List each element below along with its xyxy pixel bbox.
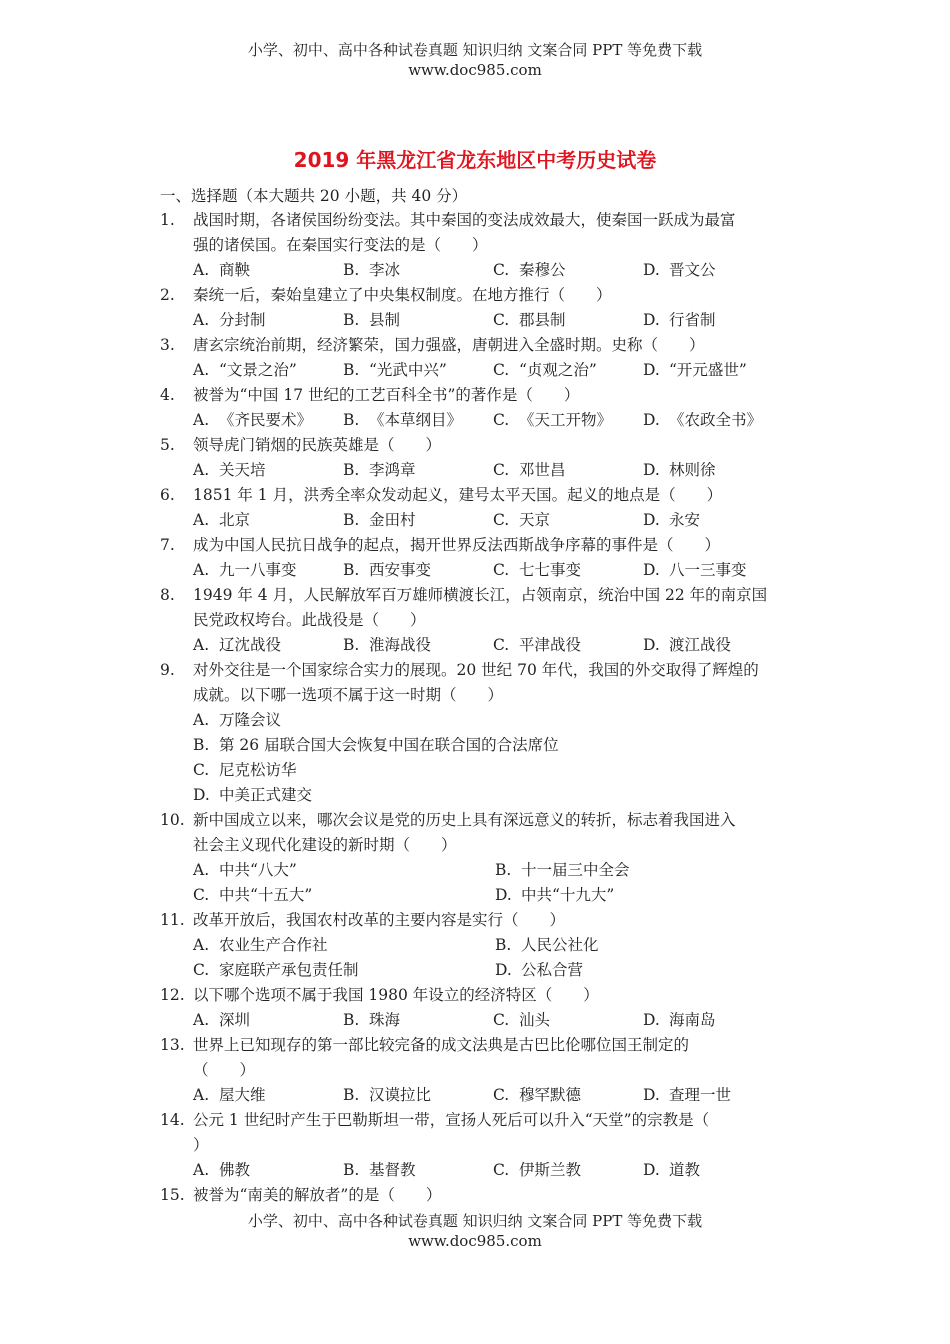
option-row	[160, 308, 800, 333]
option-text: “开元盛世”	[669, 361, 747, 379]
question-text: 唐玄宗统治前期，经济繁荣，国力强盛，唐朝进入全盛时期。史称（ ）	[193, 336, 705, 354]
option-text: 尼克松访华	[219, 761, 297, 779]
question-text: 新中国成立以来，哪次会议是党的历史上具有深远意义的转折，标志着我国进入	[193, 811, 736, 829]
option-letter: B.	[343, 411, 360, 429]
option-letter: A.	[193, 936, 210, 954]
question-stem-line	[160, 808, 800, 833]
question-item	[160, 1033, 800, 1108]
answer-option-b[interactable]	[343, 558, 431, 583]
option-letter: D.	[643, 261, 660, 279]
option-letter: C.	[493, 461, 510, 479]
option-letter: D.	[643, 361, 660, 379]
option-letter: B.	[495, 936, 512, 954]
option-letter: C.	[493, 1161, 510, 1179]
option-text: “文景之治”	[219, 361, 297, 379]
option-text: 县制	[369, 311, 401, 329]
option-row	[160, 733, 800, 758]
question-text: 以下哪个选项不属于我国 1980 年设立的经济特区（ ）	[193, 986, 599, 1004]
option-text: 淮海战役	[369, 636, 432, 654]
question-stem-line	[160, 1058, 800, 1083]
option-letter: A.	[193, 461, 210, 479]
answer-option-c[interactable]	[193, 883, 312, 908]
option-text: 永安	[669, 511, 701, 529]
answer-option-d[interactable]	[643, 1158, 700, 1183]
question-stem-line	[160, 683, 800, 708]
option-letter: C.	[493, 1086, 510, 1104]
question-number: 11.	[160, 911, 185, 929]
option-text: 辽沈战役	[219, 636, 282, 654]
option-letter: C.	[493, 636, 510, 654]
option-letter: A.	[193, 361, 210, 379]
option-letter: A.	[193, 311, 210, 329]
question-text: 成为中国人民抗日战争的起点，揭开世界反法西斯战争序幕的事件是（ ）	[193, 536, 721, 554]
option-row	[160, 958, 800, 983]
question-text: 改革开放后，我国农村改革的主要内容是实行（ ）	[193, 911, 566, 929]
option-text: 海南岛	[669, 1011, 716, 1029]
answer-option-b[interactable]	[495, 933, 599, 958]
answer-option-a[interactable]	[193, 458, 266, 483]
question-item	[160, 533, 800, 583]
footer-slogan: 小学、初中、高中各种试卷真题 知识归纳 文案合同 PPT 等免费下载	[247, 1212, 703, 1230]
answer-option-c[interactable]	[493, 458, 566, 483]
option-letter: D.	[643, 1086, 660, 1104]
question-text: 对外交往是一个国家综合实力的展现。20 世纪 70 年代，我国的外交取得了辉煌的	[193, 661, 759, 679]
question-item	[160, 583, 800, 658]
option-text: 渡江战役	[669, 636, 732, 654]
question-item	[160, 1108, 800, 1183]
option-letter: D.	[643, 511, 660, 529]
answer-option-a[interactable]	[193, 508, 250, 533]
question-stem-line	[160, 1108, 800, 1133]
option-row	[160, 358, 800, 383]
question-number: 14.	[160, 1111, 185, 1129]
option-text: 西安事变	[369, 561, 432, 579]
answer-option-c[interactable]	[493, 358, 597, 383]
option-letter: D.	[643, 411, 660, 429]
question-text: 1949 年 4 月，人民解放军百万雄师横渡长江，占领南京，统治中国 22 年的南京国	[193, 586, 768, 604]
option-letter: B.	[343, 511, 360, 529]
option-text: 金田村	[369, 511, 416, 529]
question-stem-line	[160, 608, 800, 633]
option-letter: B.	[343, 1011, 360, 1029]
question-stem-line	[160, 208, 800, 233]
section-heading: 一、选择题（本大题共 20 小题，共 40 分）	[160, 187, 468, 205]
question-text: 战国时期，各诸侯国纷纷变法。其中秦国的变法成效最大，使秦国一跃成为最富	[193, 211, 736, 229]
option-text: 伊斯兰教	[519, 1161, 582, 1179]
option-text: 万隆会议	[219, 711, 282, 729]
answer-option-a[interactable]	[193, 408, 312, 433]
answer-option-c[interactable]	[493, 633, 581, 658]
option-text: 道教	[669, 1161, 701, 1179]
option-letter: A.	[193, 261, 210, 279]
answer-option-c[interactable]	[493, 1008, 550, 1033]
question-stem-line	[160, 908, 800, 933]
question-number: 2.	[160, 286, 175, 304]
option-text: 商鞅	[219, 261, 251, 279]
question-stem-line	[160, 383, 800, 408]
question-item	[160, 808, 800, 908]
question-text: 世界上已知现存的第一部比较完备的成文法典是古巴比伦哪位国王制定的	[193, 1036, 690, 1054]
option-text: 李鸿章	[369, 461, 416, 479]
question-number: 1.	[160, 211, 175, 229]
option-text: 九一八事变	[219, 561, 297, 579]
answer-option-a[interactable]	[193, 633, 281, 658]
option-row	[160, 258, 800, 283]
option-text: 平津战役	[519, 636, 582, 654]
question-text: 秦统一后，秦始皇建立了中央集权制度。在地方推行（ ）	[193, 286, 612, 304]
answer-option-b[interactable]	[343, 1158, 416, 1183]
option-text: 人民公社化	[521, 936, 599, 954]
option-letter: A.	[193, 1086, 210, 1104]
question-number: 6.	[160, 486, 175, 504]
option-text: 查理一世	[669, 1086, 732, 1104]
option-text: 郡县制	[519, 311, 566, 329]
answer-option-b[interactable]	[495, 858, 630, 883]
question-stem-line	[160, 983, 800, 1008]
option-text: 公私合营	[521, 961, 584, 979]
question-number: 10.	[160, 811, 185, 829]
option-text: 天京	[519, 511, 551, 529]
option-row	[160, 558, 800, 583]
answer-option-c[interactable]	[193, 958, 359, 983]
footer-url[interactable]: www.doc985.com	[408, 1232, 542, 1250]
question-item	[160, 208, 800, 283]
option-row	[160, 1008, 800, 1033]
option-text: “贞观之治”	[519, 361, 597, 379]
option-letter: B.	[343, 1086, 360, 1104]
option-letter: A.	[193, 411, 210, 429]
answer-option-a[interactable]	[193, 358, 297, 383]
option-letter: B.	[343, 461, 360, 479]
option-letter: D.	[193, 786, 210, 804]
question-number: 5.	[160, 436, 175, 454]
question-stem-line	[160, 1133, 800, 1158]
option-letter: A.	[193, 711, 210, 729]
option-letter: B.	[193, 736, 210, 754]
option-letter: D.	[643, 1011, 660, 1029]
option-row	[160, 758, 800, 783]
header-url[interactable]: www.doc985.com	[408, 61, 542, 79]
answer-option-a[interactable]	[193, 858, 297, 883]
answer-option-d[interactable]	[643, 458, 716, 483]
question-stem-line	[160, 233, 800, 258]
answer-option-d[interactable]	[643, 633, 731, 658]
question-text: 被誉为“中国 17 世纪的工艺百科全书”的著作是（ ）	[193, 386, 580, 404]
option-letter: C.	[493, 311, 510, 329]
answer-option-b[interactable]	[343, 358, 447, 383]
answer-option-b[interactable]	[193, 733, 559, 758]
answer-option-c[interactable]	[493, 1158, 581, 1183]
option-letter: D.	[643, 1161, 660, 1179]
option-text: 八一三事变	[669, 561, 747, 579]
option-row	[160, 1158, 800, 1183]
answer-option-b[interactable]	[343, 308, 400, 333]
question-stem-line	[160, 658, 800, 683]
option-row	[160, 508, 800, 533]
answer-option-a[interactable]	[193, 558, 297, 583]
option-text: 李冰	[369, 261, 401, 279]
option-text: 林则徐	[669, 461, 716, 479]
question-stem-line	[160, 283, 800, 308]
question-number: 9.	[160, 661, 175, 679]
option-text: 中共“八大”	[219, 861, 297, 879]
option-letter: C.	[193, 886, 210, 904]
option-text: 第 26 届联合国大会恢复中国在联合国的合法席位	[219, 736, 559, 754]
option-letter: B.	[495, 861, 512, 879]
answer-option-a[interactable]	[193, 308, 266, 333]
question-item	[160, 908, 800, 983]
option-letter: D.	[495, 961, 512, 979]
question-item	[160, 383, 800, 433]
answer-option-a[interactable]	[193, 1083, 266, 1108]
question-item	[160, 983, 800, 1033]
option-row	[160, 933, 800, 958]
page-header	[0, 40, 950, 80]
option-letter: B.	[343, 311, 360, 329]
option-text: 《天工开物》	[519, 411, 613, 429]
option-letter: A.	[193, 561, 210, 579]
answer-option-c[interactable]	[493, 508, 550, 533]
page-title: 2019 年黑龙江省龙东地区中考历史试卷	[293, 148, 657, 172]
option-letter: C.	[493, 361, 510, 379]
question-item	[160, 1183, 800, 1208]
option-letter: D.	[643, 461, 660, 479]
option-letter: C.	[493, 511, 510, 529]
option-text: 深圳	[219, 1011, 251, 1029]
option-letter: A.	[193, 636, 210, 654]
answer-option-a[interactable]	[193, 1158, 250, 1183]
answer-option-d[interactable]	[643, 558, 747, 583]
option-letter: A.	[193, 861, 210, 879]
header-slogan: 小学、初中、高中各种试卷真题 知识归纳 文案合同 PPT 等免费下载	[247, 41, 703, 59]
answer-option-b[interactable]	[343, 458, 416, 483]
option-letter: B.	[343, 561, 360, 579]
question-stem-line	[160, 333, 800, 358]
option-letter: B.	[343, 361, 360, 379]
answer-option-d[interactable]	[643, 1008, 716, 1033]
question-list	[160, 208, 800, 1208]
option-text: 关天培	[219, 461, 266, 479]
question-text: 公元 1 世纪时产生于巴勒斯坦一带，宣扬人死后可以升入“天堂”的宗教是（	[193, 1111, 710, 1129]
answer-option-b[interactable]	[343, 1083, 431, 1108]
question-text: 成就。以下哪一选项不属于这一时期（ ）	[193, 686, 504, 704]
question-number: 3.	[160, 336, 175, 354]
option-letter: D.	[643, 636, 660, 654]
page-footer	[0, 1211, 950, 1251]
option-row	[160, 883, 800, 908]
option-letter: A.	[193, 1161, 210, 1179]
answer-option-d[interactable]	[495, 883, 614, 908]
option-letter: C.	[493, 1011, 510, 1029]
question-number: 7.	[160, 536, 175, 554]
question-item	[160, 333, 800, 383]
option-text: 佛教	[219, 1161, 251, 1179]
answer-option-d[interactable]	[643, 258, 716, 283]
answer-option-d[interactable]	[643, 508, 700, 533]
question-number: 12.	[160, 986, 185, 1004]
option-letter: A.	[193, 1011, 210, 1029]
question-number: 15.	[160, 1186, 185, 1204]
option-text: 北京	[219, 511, 251, 529]
question-text: ）	[193, 1136, 209, 1154]
answer-option-c[interactable]	[493, 308, 566, 333]
answer-option-c[interactable]	[493, 408, 612, 433]
question-stem-line	[160, 533, 800, 558]
option-text: 基督教	[369, 1161, 416, 1179]
question-number: 8.	[160, 586, 175, 604]
question-item	[160, 658, 800, 808]
answer-option-d[interactable]	[643, 308, 716, 333]
option-row	[160, 858, 800, 883]
option-text: 分封制	[219, 311, 266, 329]
option-text: 中美正式建交	[219, 786, 313, 804]
answer-option-b[interactable]	[343, 258, 400, 283]
answer-option-a[interactable]	[193, 1008, 250, 1033]
option-text: 晋文公	[669, 261, 716, 279]
option-text: “光武中兴”	[369, 361, 447, 379]
question-number: 13.	[160, 1036, 185, 1054]
answer-option-d[interactable]	[643, 358, 747, 383]
option-row	[160, 1083, 800, 1108]
answer-option-a[interactable]	[193, 258, 250, 283]
answer-option-d[interactable]	[193, 783, 312, 808]
option-row	[160, 408, 800, 433]
question-item	[160, 283, 800, 333]
option-letter: A.	[193, 511, 210, 529]
option-text: 《本草纲目》	[369, 411, 463, 429]
answer-option-c[interactable]	[493, 558, 581, 583]
option-text: 《齐民要术》	[219, 411, 313, 429]
option-text: 屋大维	[219, 1086, 266, 1104]
answer-option-b[interactable]	[343, 508, 416, 533]
option-letter: B.	[343, 1161, 360, 1179]
question-item	[160, 433, 800, 483]
option-text: 秦穆公	[519, 261, 566, 279]
question-text: 民党政权垮台。此战役是（ ）	[193, 611, 426, 629]
question-text: 强的诸侯国。在秦国实行变法的是（ ）	[193, 236, 488, 254]
option-row	[160, 708, 800, 733]
question-number: 4.	[160, 386, 175, 404]
option-letter: D.	[643, 311, 660, 329]
option-row	[160, 633, 800, 658]
question-stem-line	[160, 483, 800, 508]
question-stem-line	[160, 1183, 800, 1208]
option-row	[160, 458, 800, 483]
option-letter: D.	[643, 561, 660, 579]
question-text: 1851 年 1 月，洪秀全率众发动起义，建号太平天国。起义的地点是（ ）	[193, 486, 723, 504]
option-text: 中共“十五大”	[219, 886, 313, 904]
option-letter: C.	[193, 761, 210, 779]
option-text: 七七事变	[519, 561, 582, 579]
answer-option-b[interactable]	[343, 408, 462, 433]
option-letter: C.	[193, 961, 210, 979]
option-text: 《农政全书》	[669, 411, 763, 429]
option-letter: B.	[343, 261, 360, 279]
option-letter: D.	[495, 886, 512, 904]
option-text: 农业生产合作社	[219, 936, 328, 954]
answer-option-d[interactable]	[495, 958, 583, 983]
answer-option-d[interactable]	[643, 1083, 731, 1108]
question-text: 领导虎门销烟的民族英雄是（ ）	[193, 436, 442, 454]
question-stem-line	[160, 833, 800, 858]
option-letter: C.	[493, 261, 510, 279]
question-text: （ ）	[193, 1061, 256, 1079]
answer-option-c[interactable]	[193, 758, 297, 783]
option-row	[160, 783, 800, 808]
question-stem-line	[160, 583, 800, 608]
question-text: 被誉为“南美的解放者”的是（ ）	[193, 1186, 442, 1204]
answer-option-c[interactable]	[493, 258, 566, 283]
answer-option-a[interactable]	[193, 708, 281, 733]
answer-option-c[interactable]	[493, 1083, 581, 1108]
option-text: 汕头	[519, 1011, 551, 1029]
answer-option-a[interactable]	[193, 933, 328, 958]
option-text: 家庭联产承包责任制	[219, 961, 359, 979]
answer-option-b[interactable]	[343, 1008, 400, 1033]
option-letter: C.	[493, 411, 510, 429]
option-letter: B.	[343, 636, 360, 654]
question-item	[160, 483, 800, 533]
option-text: 十一届三中全会	[521, 861, 630, 879]
option-text: 穆罕默德	[519, 1086, 582, 1104]
answer-option-b[interactable]	[343, 633, 431, 658]
option-text: 行省制	[669, 311, 716, 329]
option-letter: C.	[493, 561, 510, 579]
question-text: 社会主义现代化建设的新时期（ ）	[193, 836, 457, 854]
option-text: 中共“十九大”	[521, 886, 615, 904]
option-text: 汉谟拉比	[369, 1086, 432, 1104]
answer-option-d[interactable]	[643, 408, 762, 433]
option-text: 邓世昌	[519, 461, 566, 479]
question-stem-line	[160, 1033, 800, 1058]
question-stem-line	[160, 433, 800, 458]
option-text: 珠海	[369, 1011, 401, 1029]
